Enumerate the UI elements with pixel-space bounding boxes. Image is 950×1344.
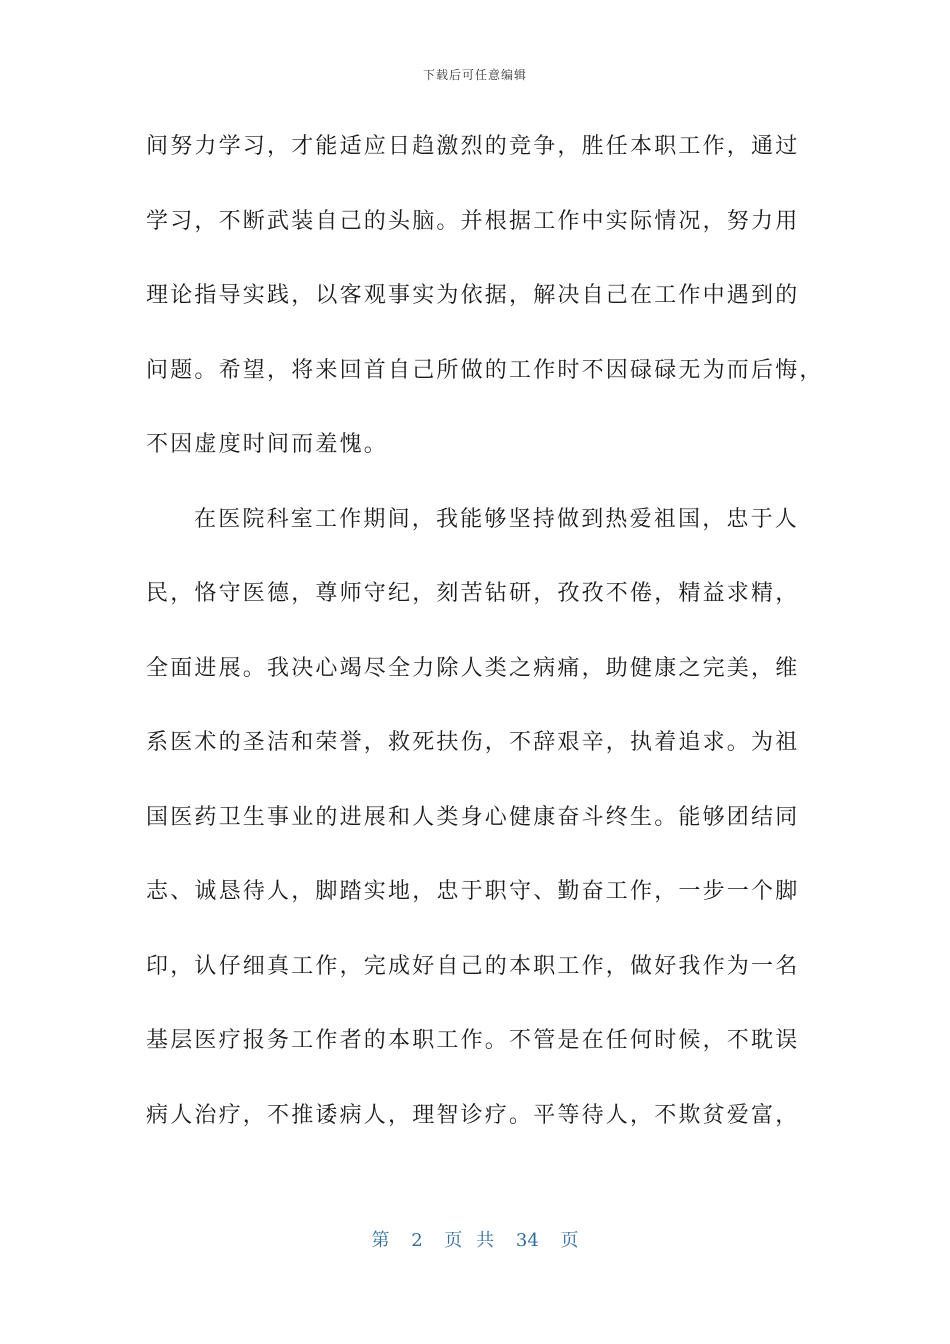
page-footer: [0, 1226, 950, 1252]
text-line: 系医术的圣洁和荣誉，救死扶伤，不辞艰辛，执着追求。为祖: [146, 730, 800, 755]
text-line: 不因虚度时间而羞愧。: [146, 432, 389, 457]
text-line: 民，恪守医德，尊师守纪，刻苦钻研，孜孜不倦，精益求精，: [146, 581, 800, 606]
text-line: 理论指导实践，以客观事实为依据，解决自己在工作中遇到的: [146, 283, 800, 308]
document-body: [146, 128, 824, 1171]
current-page-number: 2: [411, 1230, 423, 1251]
text-line: 基层医疗报务工作者的本职工作。不管是在任何时候，不耽误: [146, 1028, 800, 1053]
header-note: 下载后可任意编辑: [422, 68, 527, 82]
footer-prefix: 第: [371, 1230, 390, 1251]
text-line: 全面进展。我决心竭尽全力除人类之病痛，助健康之完美，维: [146, 655, 800, 681]
text-line: 在医院科室工作期间，我能够坚持做到热爱祖国，忠于人: [194, 506, 800, 532]
text-line: 学习，不断武装自己的头脑。并根据工作中实际情况，努力用: [146, 208, 800, 234]
text-line: 国医药卫生事业的进展和人类身心健康奋斗终生。能够团结同: [146, 804, 800, 830]
footer-middle: 页 共: [444, 1230, 495, 1251]
footer-suffix: 页: [560, 1230, 579, 1251]
text-line: 病人治疗，不推诿病人，理智诊疗。平等待人，不欺贫爱富，: [146, 1102, 800, 1128]
text-line: 间努力学习，才能适应日趋激烈的竞争，胜任本职工作，通过: [146, 134, 800, 159]
text-line: 印，认仔细真工作，完成好自己的本职工作，做好我作为一名: [146, 953, 800, 979]
total-pages-number: 34: [515, 1230, 539, 1251]
text-line: 志、诚恳待人，脚踏实地，忠于职守、勤奋工作，一步一个脚: [146, 879, 800, 904]
text-line: 问题。希望，将来回首自己所做的工作时不因碌碌无为而后悔，: [146, 357, 824, 383]
